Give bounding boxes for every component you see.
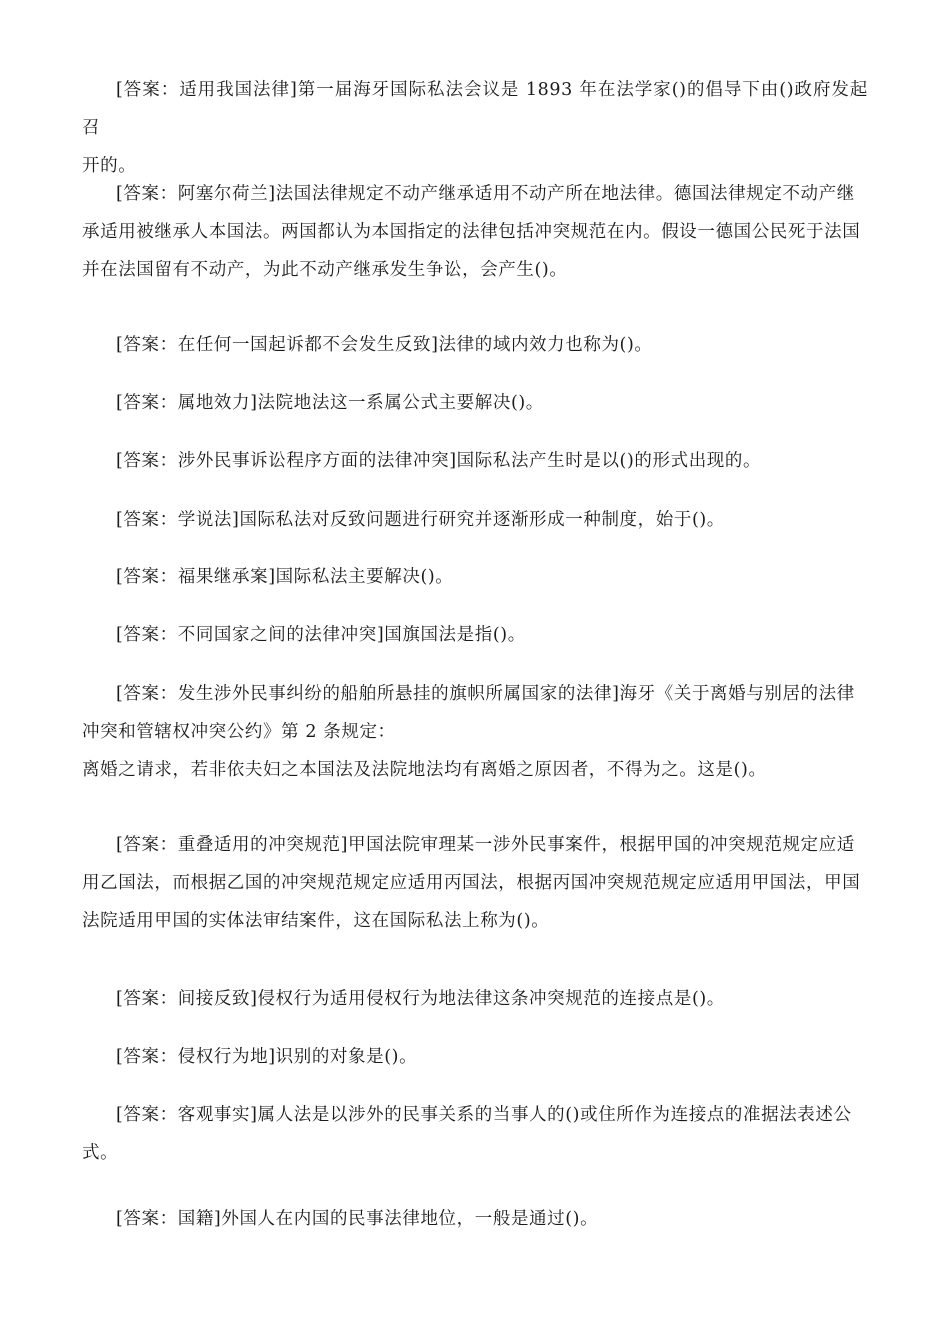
paragraph-line: [答案：涉外民事诉讼程序方面的法律冲突]国际私法产生时是以()的形式出现的。 [116,451,762,471]
paragraph-line: [答案：福果继承案]国际私法主要解决()。 [116,567,454,587]
paragraph-line: 开的。 [82,156,137,176]
paragraph-line: [答案：国籍]外国人在内国的民事法律地位，一般是通过()。 [116,1209,599,1229]
paragraph-7 [82,558,868,596]
paragraph-line: [答案：客观事实]属人法是以涉外的民事关系的当事人的()或住所作为连接点的准据法表述公 [116,1105,852,1125]
paragraph-line: [答案：间接反致]侵权行为适用侵权行为地法律这条冲突规范的连接点是()。 [116,989,725,1009]
paragraph-14 [82,1200,868,1238]
paragraph-line: 用乙国法，而根据乙国的冲突规范规定应适用丙国法，根据丙国冲突规范规定应适用甲国法，甲国 [82,873,861,893]
paragraph-line: [答案：属地效力]法院地法这一系属公式主要解决()。 [116,393,544,413]
paragraph-3 [82,326,868,364]
paragraph-4 [82,384,868,422]
paragraph-line: 并在法国留有不动产，为此不动产继承发生争讼，会产生()。 [82,260,568,280]
paragraph-2 [82,175,868,289]
paragraph-8 [82,616,868,654]
paragraph-13 [82,1096,868,1172]
paragraph-line: 冲突和管辖权冲突公约》第 2 条规定： [82,722,396,742]
paragraph-line: 承适用被继承人本国法。两国都认为本国指定的法律包括冲突规范在内。假设一德国公民死于法国 [82,222,861,242]
paragraph-line: [答案：发生涉外民事纠纷的船舶所悬挂的旗帜所属国家的法律]海牙《关于离婚与别居的法律 [116,684,855,704]
paragraph-line: [答案：侵权行为地]识别的对象是()。 [116,1047,418,1067]
paragraph-line: 离婚之请求，若非依夫妇之本国法及法院地法均有离婚之原因者，不得为之。这是()。 [82,760,767,780]
paragraph-1 [82,71,868,185]
paragraph-line: 式。 [82,1143,119,1163]
paragraph-line: [答案：学说法]国际私法对反致问题进行研究并逐渐形成一种制度，始于()。 [116,510,725,530]
paragraph-12 [82,1038,868,1076]
paragraph-line: [答案：不同国家之间的法律冲突]国旗国法是指()。 [116,625,526,645]
paragraph-line: [答案：重叠适用的冲突规范]甲国法院审理某一涉外民事案件，根据甲国的冲突规范规定应适 [116,835,855,855]
paragraph-line: [答案：适用我国法律]第一届海牙国际私法会议是 1893 年在法学家()的倡导下由()政府发起召 [82,80,868,138]
paragraph-11 [82,980,868,1018]
paragraph-line: [答案：阿塞尔荷兰]法国法律规定不动产继承适用不动产所在地法律。德国法律规定不动产继 [116,184,855,204]
paragraph-line: [答案：在任何一国起诉都不会发生反致]法律的域内效力也称为()。 [116,335,653,355]
paragraph-line: 法院适用甲国的实体法审结案件，这在国际私法上称为()。 [82,911,550,931]
paragraph-9 [82,675,868,789]
paragraph-10 [82,826,868,940]
paragraph-5 [82,442,868,480]
paragraph-6 [82,501,868,539]
